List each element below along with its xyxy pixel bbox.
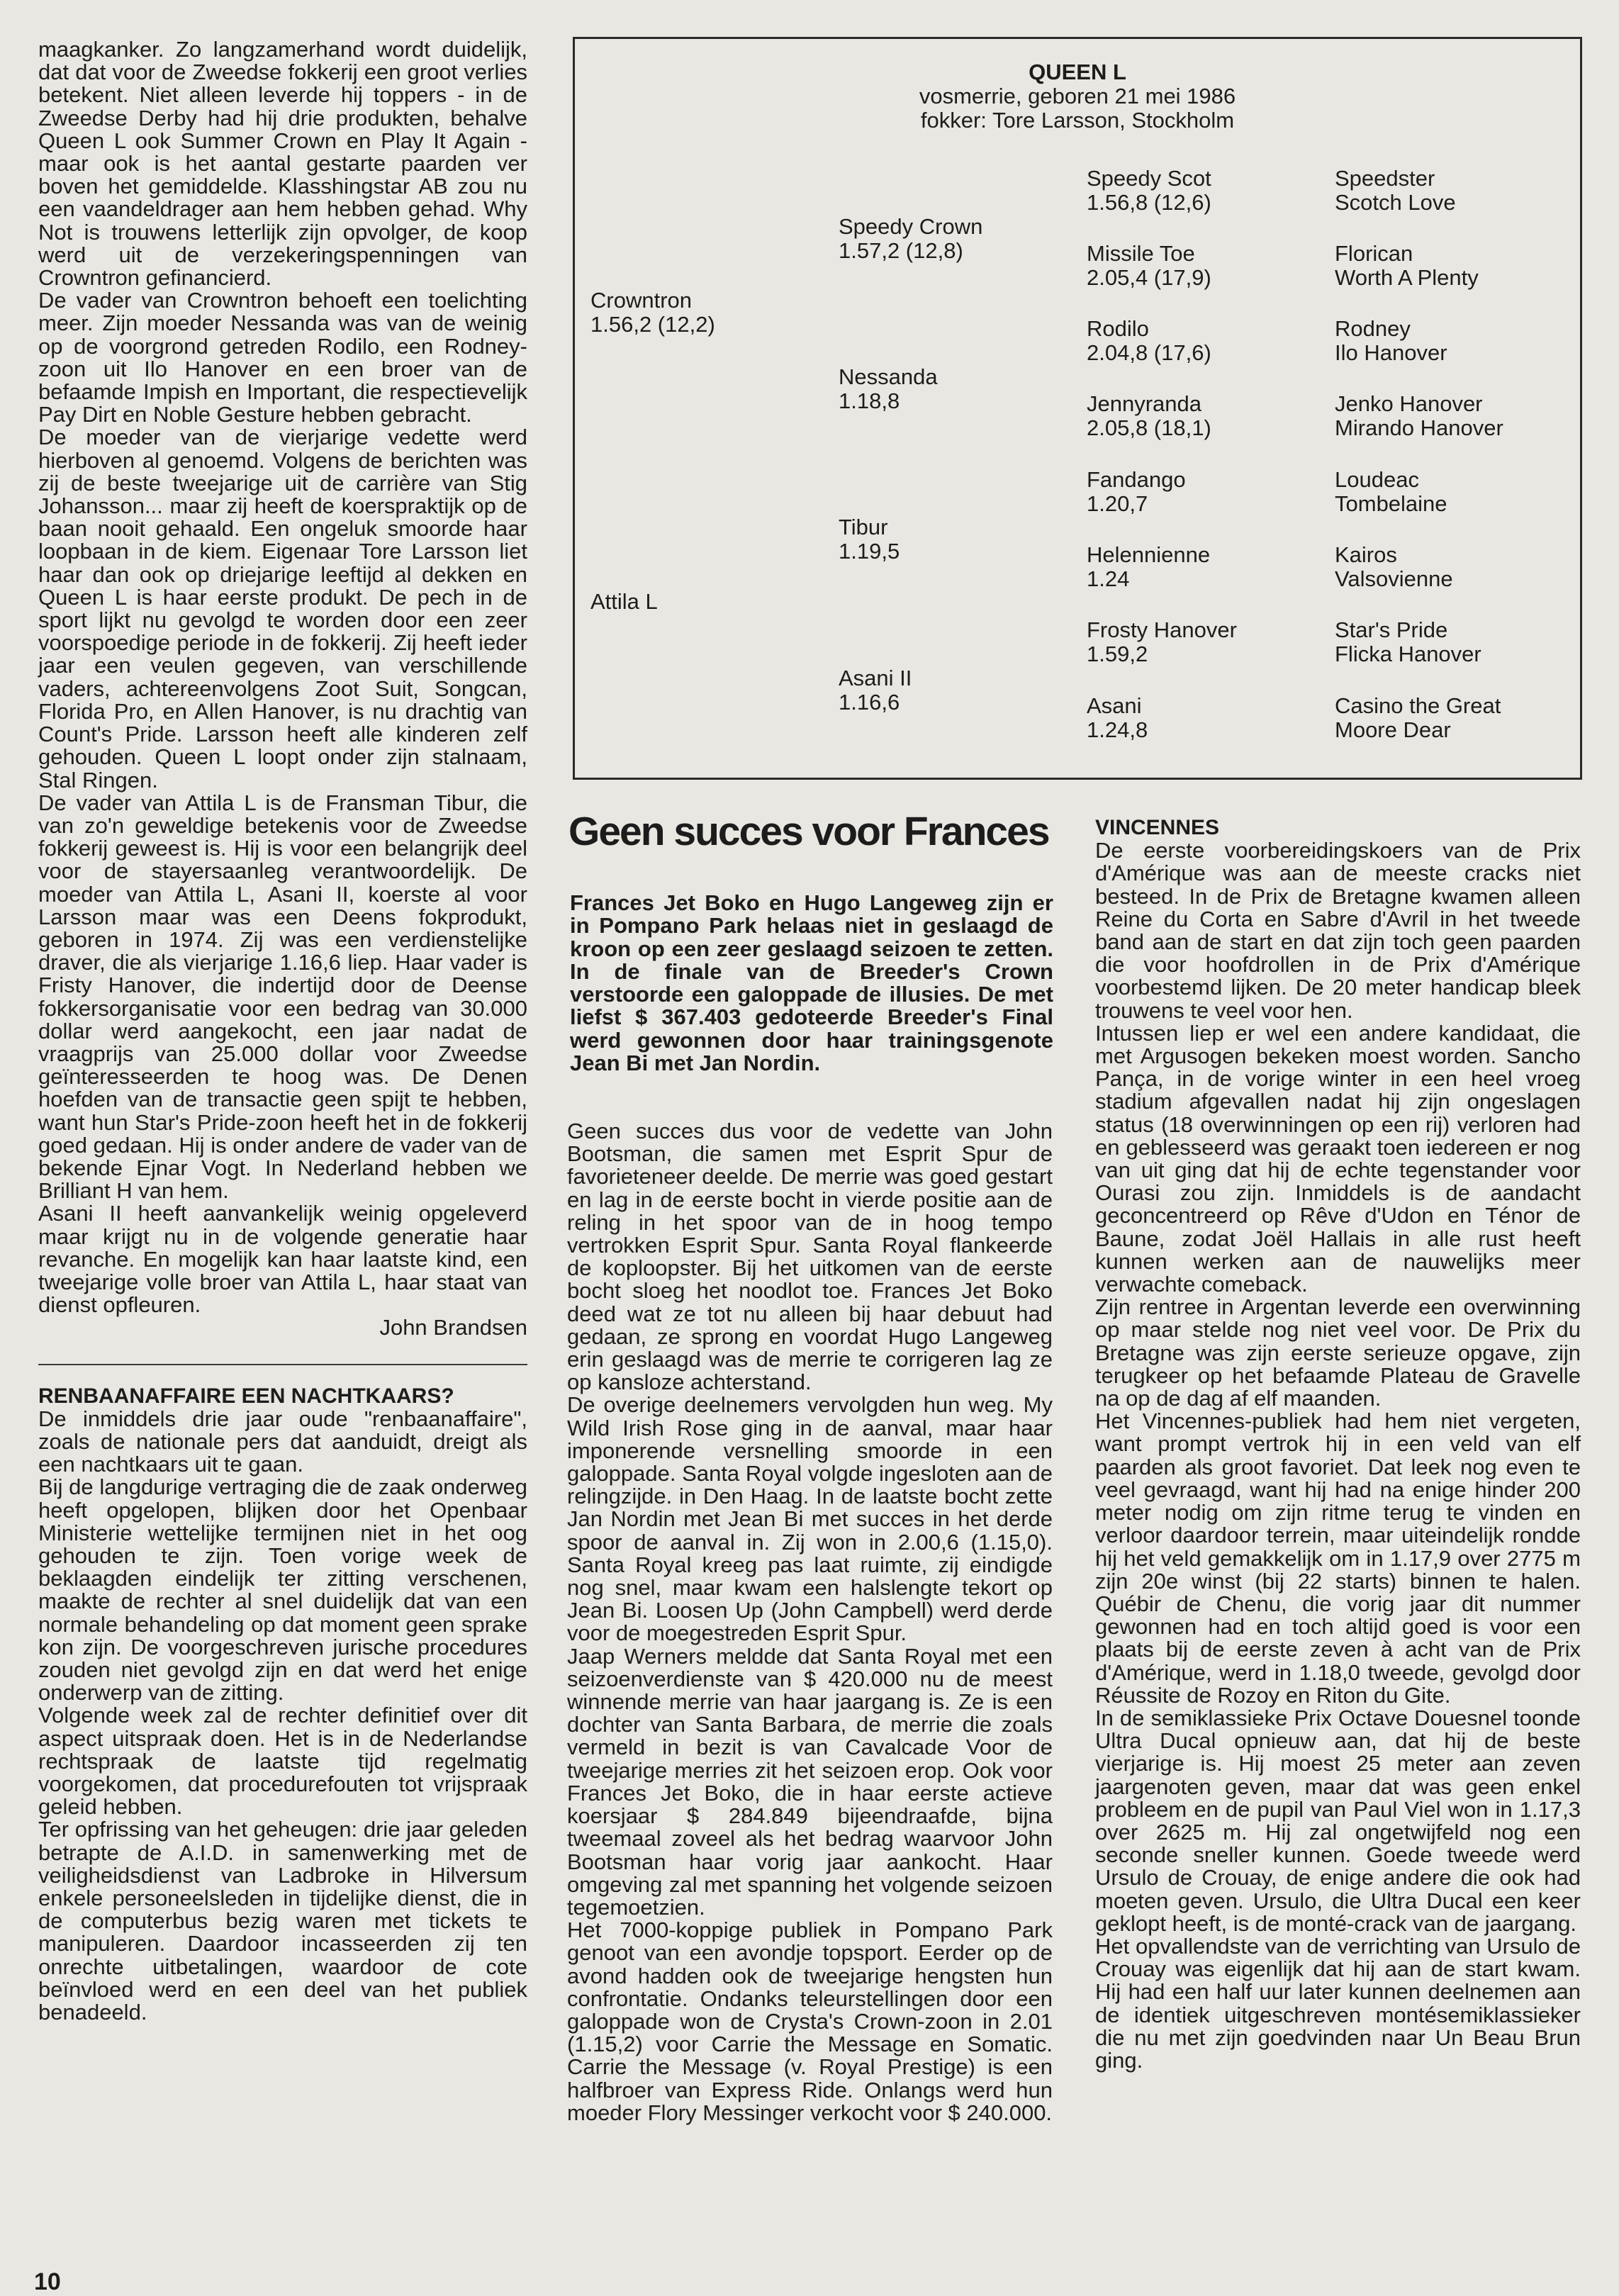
paragraph: Zijn rentree in Argentan leverde een overwinning op maar stelde nog niet veel voor. De Prix du Bretagne was zijn eerste serieuze opgave, zijn terugkeer op het befaamde Plateau de Gravelle na op de dag af elf maanden. bbox=[1095, 1294, 1581, 1411]
section-heading: VINCENNES bbox=[1095, 816, 1220, 839]
gen3-ancestor: Asani 1.24,8 bbox=[1087, 693, 1148, 742]
section-heading: RENBAANAFFAIRE EEN NACHTKAARS? bbox=[38, 1384, 454, 1408]
paragraph: De vader van Crowntron behoeft een toelichting meer. Zijn moeder Nessanda was van de weinig op de voorgrond getreden Rodilo, een Rodney-zoon uit Ilo Hanover en een broer van de befaamde Impish en Important, die respectievelijk Pay Dirt en Noble Gesture hebben gebracht. bbox=[38, 288, 527, 427]
paragraph: maagkanker. Zo langzamerhand wordt duidelijk, dat dat voor de Zweedse fokkerij een groot verlies betekent. Niet alleen leverde hij toppers - in de Zweedse Derby had hij drie produkten, behalve Queen L ook Summer Crown en Play It Again - maar ook is het aantal gestarte paarden ver boven het gemiddelde. Klasshingstar AB zou nu een vaandeldrager aan hem hebben gehad. Why Not is trouwens letterlijk zijn opvolger, de koop werd uit de verzekeringspenningen van Crowntron gefinancierd. bbox=[38, 37, 527, 291]
middle-column bbox=[567, 1120, 1053, 2124]
paragraph: De eerste voorbereidingskoers van de Prix d'Amérique was aan de meeste cracks niet besteed. In de Prix de Bretagne kwamen alleen Reine du Corta en Sabre d'Avril in het tweede band aan de start en dat zijn toch geen paarden die voor hoofdrollen in de Prix d'Amérique voorbestemd lijken. De 20 meter handicap bleek trouwens te veel voor hen. bbox=[1095, 838, 1581, 1023]
gen4-pair: Kairos Valsovienne bbox=[1335, 542, 1453, 591]
section-divider bbox=[38, 1364, 527, 1365]
gen4-pair: Rodney Ilo Hanover bbox=[1335, 316, 1447, 365]
paragraph: Het 7000-koppige publiek in Pompano Park genoot van een avondje topsport. Eerder op de avond hadden ook de tweejarige hengsten hun confrontatie. Ondanks teleurstellingen door een galoppade won de Crysta's Crown-zoon in 2.01 (1.15,2) voor Carrie the Message en Somatic. Carrie the Message (v. Royal Prestige) is een halfbroer van Express Ride. Onlangs werd hun moeder Flory Messinger verkocht voor $ 240.000. bbox=[567, 1917, 1053, 2125]
paragraph: Intussen liep er wel een andere kandidaat, die met Argusogen bekeken moest worden. Sancho Pança, in de vorige winter in een heel vroeg stadium afgevallen nadat hij zijn ongeslagen status (18 overwinningen op een rij) verloren had en geblesseerd was geraakt toen iedereen er nog van uit ging dat hij de echte tegenstander voor Ourasi zou zijn. Inmiddels is de aandacht geconcentreerd op Rêve d'Udon en Ténor de Baune, zodat Joël Hallais in alle rust heeft kunnen werken aan de nauwelijks meer verwachte comeback. bbox=[1095, 1020, 1581, 1297]
dam-dam: Asani II 1.16,6 bbox=[839, 666, 912, 715]
paragraph: In de semiklassieke Prix Octave Douesnel toonde Ultra Ducal opnieuw aan, dat hij de beste vierjarige is. Hij moest 25 meter aan zeven jaargenoten geven, maar dat was geen enkel probleem en de pupil van Paul Viel won in 1.17,3 over 2625 m. Hij zal ongetwijfeld nog een seconde sneller kunnen. Goede tweede werd Ursulo de Crouay, de enige andere die ook had moeten geven. Ursulo, die Ultra Ducal een keer geklopt heeft, is de monté-crack van de jaargang. bbox=[1095, 1705, 1581, 1936]
author-signature: John Brandsen bbox=[379, 1315, 527, 1340]
article-headline: Geen succes voor Frances bbox=[568, 809, 1049, 854]
breeder: fokker: Tore Larsson, Stockholm bbox=[920, 108, 1235, 133]
paragraph: De inmiddels drie jaar oude "renbaanaffaire", zoals de nationale pers dat aanduidt, dreigt als een nachtkaars uit te gaan. bbox=[38, 1406, 527, 1477]
paragraph: Ter opfrissing van het geheugen: drie jaar geleden betrapte de A.I.D. in samenwerking met de veiligheidsdienst van Ladbroke in Hilversum enkele personeelsleden in tijdelijke dienst, die in de computerbus bezig waren met tickets te manipuleren. Daardoor incasseerden zij ten onrechte uitbetalingen, waardoor de cote beïnvloed werd en een deel van het publiek benadeeld. bbox=[38, 1817, 527, 2025]
left-column bbox=[38, 38, 527, 2024]
right-column bbox=[1095, 817, 1581, 2072]
horse-description: vosmerrie, geboren 21 mei 1986 bbox=[919, 84, 1236, 108]
gen3-ancestor: Helennienne 1.24 bbox=[1087, 542, 1211, 591]
gen4-pair: Speedster Scotch Love bbox=[1335, 166, 1456, 215]
gen4-pair: Loudeac Tombelaine bbox=[1335, 467, 1447, 516]
gen4-pair: Jenko Hanover Mirando Hanover bbox=[1335, 391, 1503, 440]
pedigree-header bbox=[575, 60, 1580, 133]
paragraph: Asani II heeft aanvankelijk weinig opgeleverd maar krijgt nu in de volgende generatie haar revanche. En mogelijk kan haar laatste kind, een tweejarige volle broer van Attila L, haar staat van dienst opfleuren. bbox=[38, 1201, 527, 1318]
dam: Attila L bbox=[590, 589, 658, 614]
paragraph: Het Vincennes-publiek had hem niet vergeten, want prompt vertrok hij in een veld van elf paarden als groot favoriet. Dat leek nog even te veel gevraagd, want hij had na enige hinder 200 meter nodig om zijn ritme terug te vinden en verloor daardoor terrein, maar uiteindelijk rondde hij het veld gemakkelijk om in 1.17,9 over 2775 m zijn 20e winst (bij 22 starts) binnen te halen. Québir de Chenu, die vorig jaar dit nummer gewonnen had en toch altijd goed is voor een plaats bij de eerste zeven à acht van de Prix d'Amérique, werd in 1.18,0 tweede, gevolgd door Réussite de Rozoy en Riton du Gite. bbox=[1095, 1409, 1581, 1708]
gen3-ancestor: Missile Toe 2.05,4 (17,9) bbox=[1087, 241, 1211, 290]
paragraph: Het opvallendste van de verrichting van Ursulo de Crouay was eigenlijk dat hij aan de start kwam. Hij had een half uur later kunnen deelnemen aan de identiek uitgeschreven montésemiklassieker die nu met zijn goedvinden naar Un Beau Brun ging. bbox=[1095, 1933, 1581, 2073]
gen3-ancestor: Jennyranda 2.05,8 (18,1) bbox=[1087, 391, 1211, 440]
sire-sire: Speedy Crown 1.57,2 (12,8) bbox=[839, 214, 983, 263]
paragraph: Geen succes dus voor de vedette van John Bootsman, die samen met Esprit Spur de favorieteneer deelde. De merrie was goed gestart en lag in de eerste bocht in vierde positie aan de reling in het spoor van de in hoog tempo vertrokken Esprit Spur. Santa Royal flankeerde de koploopster. Bij het uitkomen van de eerste bocht sloeg het noodlot toe. Frances Jet Boko deed wat ze tot nu alleen bij haar debuut had gedaan, ze sprong en voordat Hugo Langeweg erin geslaagd was de merrie te corrigeren lag ze op kansloze achterstand. bbox=[567, 1119, 1053, 1395]
horse-name: QUEEN L bbox=[1029, 60, 1126, 84]
gen4-pair: Casino the Great Moore Dear bbox=[1335, 693, 1501, 742]
gen3-ancestor: Rodilo 2.04,8 (17,6) bbox=[1087, 316, 1211, 365]
paragraph: De overige deelnemers vervolgden hun weg. My Wild Irish Rose ging in de aanval, maar haar imponerende versnelling smoorde in een galoppade. Santa Royal volgde ingesloten aan de relingzijde. in Den Haag. In de laatste bocht zette Jan Nordin met Jean Bi met succes in het derde spoor de aanval in. Zij won in 2.00,6 (1.15,0). Santa Royal kreeg pas laat ruimte, zij eindigde nog snel, maar kwam een halslengte tekort op Jean Bi. Loosen Up (John Campbell) werd derde voor de moegestreden Esprit Spur. bbox=[567, 1392, 1053, 1646]
pedigree-box bbox=[573, 37, 1582, 780]
dam-sire: Tibur 1.19,5 bbox=[839, 515, 900, 564]
page-number: 10 bbox=[34, 2268, 61, 2295]
sire-dam: Nessanda 1.18,8 bbox=[839, 364, 938, 413]
sire: Crowntron 1.56,2 (12,2) bbox=[590, 288, 715, 337]
gen4-pair: Star's Pride Flicka Hanover bbox=[1335, 617, 1481, 666]
paragraph: Volgende week zal de rechter definitief over dit aspect uitspraak doen. Het is in de Nederlandse rechtspraak de laatste tijd regelmatig voorgekomen, dat procedurefouten tot vrijspraak geleid hebben. bbox=[38, 1703, 527, 1820]
paragraph: De moeder van de vierjarige vedette werd hierboven al genoemd. Volgens de berichten was zij de beste tweejarige uit de carrière van Stig Johansson... maar zij heeft de koerspraktijk op de baan nooit gehaald. Een ongeluk smoorde haar loopbaan in de kiem. Eigenaar Tore Larsson liet haar dan ook op driejarige leeftijd al dekken en Queen L is haar eerste produkt. De pech in de sport lijkt nu gevolgd te worden door een zeer voorspoedige periode in de fokkerij. Zij heeft ieder jaar een veulen gegeven, van verschillende vaders, achtereenvolgens Zoot Suit, Songcan, Florida Pro, en Allen Hanover, is nu drachtig van Count's Pride. Larsson heeft alle kinderen zelf gehouden. Queen L loopt onder zijn stalnaam, Stal Ringen. bbox=[38, 425, 527, 793]
gen3-ancestor: Speedy Scot 1.56,8 (12,6) bbox=[1087, 166, 1211, 215]
article-lead: Frances Jet Boko en Hugo Langeweg zijn er in Pompano Park helaas niet in geslaagd de kroon op een zeer geslaagd seizoen te zetten. In de finale van de Breeder's Crown verstoorde een galoppade de illusies. De met liefst $ 367.403 gedoteerde Breeder's Final werd gewonnen door haar trainingsgenote Jean Bi met Jan Nordin. bbox=[570, 890, 1053, 1076]
gen4-pair: Florican Worth A Plenty bbox=[1335, 241, 1479, 290]
gen3-ancestor: Frosty Hanover 1.59,2 bbox=[1087, 617, 1237, 666]
gen3-ancestor: Fandango 1.20,7 bbox=[1087, 467, 1186, 516]
paragraph: De vader van Attila L is de Fransman Tibur, die van zo'n geweldige betekenis voor de Zweedse fokkerij geweest is. Hij is voor een belangrijk deel voor de stayersaanleg verantwoordelijk. De moeder van Attila L, Asani II, koerste al voor Larsson maar was een Deens fokprodukt, geboren in 1974. Zij was een verdienstelijke draver, die als vierjarige 1.16,6 liep. Haar vader is Fristy Hanover, die indertijd door de Deense fokkersorganisatie voor een bedrag van 30.000 dollar werd aangekocht, een jaar nadat de vraagprijs van 25.000 dollar voor Zweedse geïnteresseerden te hoog was. De Denen hoefden van de transactie geen spijt te hebben, want hun Star's Pride-zoon heeft het in de fokkerij goed gedaan. Hij is onder andere de vader van de bekende Ejnar Vogt. In Nederland hebben we Brilliant H van hem. bbox=[38, 790, 527, 1204]
paragraph: Bij de langdurige vertraging die de zaak onderweg heeft opgelopen, blijken door het Openbaar Ministerie wettelijke termijnen niet in het oog gehouden te zijn. Toen vorige week de beklaagden eindelijk ter zitting verschenen, maakte de rechter al snel duidelijk dat van een normale behandeling op dat moment geen sprake kon zijn. De voorgeschreven jurische procedures zouden niet gevolgd zijn en dat werd het enige onderwerp van de zitting. bbox=[38, 1474, 527, 1706]
paragraph: Jaap Werners meldde dat Santa Royal met een seizoenverdienste van $ 420.000 nu de meest winnende merrie van haar jaargang is. Ze is een dochter van Santa Barbara, de merrie die zoals vermeld in bezit is van Cavalcade Voor de tweejarige merries zit het seizoen erop. Ook voor Frances Jet Boko, die in haar eerste actieve koersjaar $ 284.849 bijeendraafde, bijna tweemaal zoveel als het bedrag waarvoor John Bootsman haar vorig jaar aankocht. Haar omgeving zal met spanning het volgende seizoen tegemoetzien. bbox=[567, 1643, 1053, 1920]
